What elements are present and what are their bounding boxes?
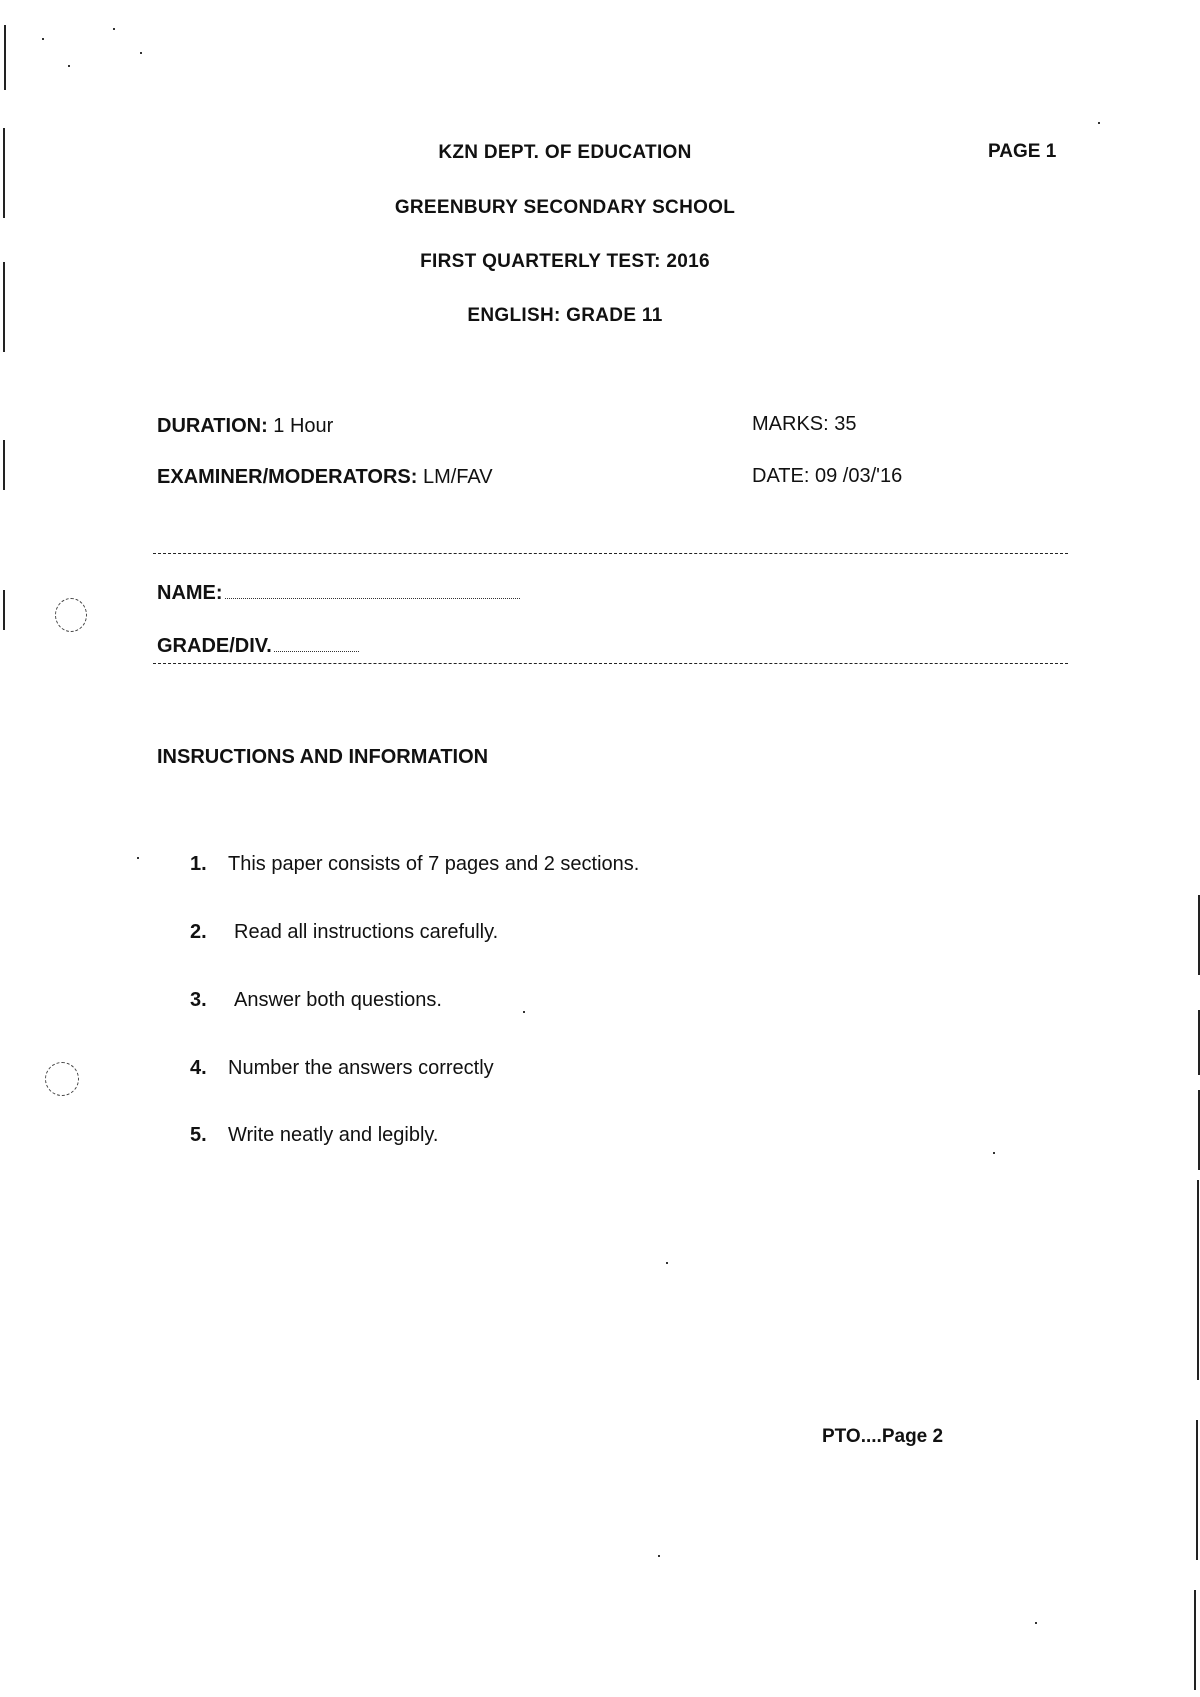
instruction-number: 3. xyxy=(190,989,207,1011)
scan-edge-mark xyxy=(3,440,5,490)
scan-speck xyxy=(1035,1622,1037,1624)
instruction-text: Answer both questions. xyxy=(234,989,442,1011)
pto-next-page: PTO....Page 2 xyxy=(822,1426,944,1447)
instructions-heading: INSRUCTIONS AND INFORMATION xyxy=(157,746,489,768)
instruction-number: 5. xyxy=(190,1124,207,1146)
scan-speck xyxy=(658,1555,660,1557)
examiner-value: LM/FAV xyxy=(422,466,493,488)
marks xyxy=(752,413,857,436)
hole-punch-mark xyxy=(45,1062,79,1096)
scan-speck xyxy=(42,38,44,40)
examiner xyxy=(157,466,493,489)
subject-title: ENGLISH: GRADE 11 xyxy=(467,305,663,326)
page-number: PAGE 1 xyxy=(988,141,1057,162)
instruction-text: Number the answers correctly xyxy=(228,1057,494,1079)
scan-edge-mark xyxy=(4,25,6,90)
grade-blank[interactable] xyxy=(274,651,359,652)
instruction-number: 1. xyxy=(190,853,207,875)
scan-speck xyxy=(68,65,70,67)
school-title: GREENBURY SECONDARY SCHOOL xyxy=(394,197,736,218)
divider-bottom xyxy=(153,663,1068,664)
scan-speck xyxy=(523,1011,525,1013)
marks-value: 35 xyxy=(834,413,857,435)
instruction-item xyxy=(190,853,639,876)
name-blank[interactable] xyxy=(225,598,520,599)
scan-edge-mark xyxy=(3,590,5,630)
instruction-item xyxy=(190,1124,438,1147)
instruction-number: 2. xyxy=(190,921,207,943)
scan-speck xyxy=(993,1152,995,1154)
instruction-number: 4. xyxy=(190,1057,207,1079)
scan-edge-mark xyxy=(1197,1180,1199,1380)
instruction-item xyxy=(190,921,498,944)
scan-speck xyxy=(137,857,139,859)
date-label: DATE: xyxy=(752,465,810,487)
scan-speck xyxy=(113,28,115,30)
test-title: FIRST QUARTERLY TEST: 2016 xyxy=(420,251,710,272)
instruction-text: Write neatly and legibly. xyxy=(228,1124,439,1146)
scan-speck xyxy=(1098,122,1100,124)
duration-value: 1 Hour xyxy=(273,415,334,437)
grade-field[interactable] xyxy=(157,635,359,658)
scan-edge-mark xyxy=(1194,1590,1196,1690)
name-label: NAME: xyxy=(157,582,223,604)
scan-speck xyxy=(666,1262,668,1264)
instruction-text: This paper consists of 7 pages and 2 sections. xyxy=(228,853,640,875)
grade-label: GRADE/DIV. xyxy=(157,635,272,657)
instruction-item xyxy=(190,1057,494,1080)
instruction-text: Read all instructions carefully. xyxy=(234,921,499,943)
name-field[interactable] xyxy=(157,582,520,605)
duration xyxy=(157,415,333,438)
date xyxy=(752,465,902,488)
scan-speck xyxy=(140,52,142,54)
duration-label: DURATION: xyxy=(157,415,268,437)
date-value: 09 /03/'16 xyxy=(814,465,903,487)
instruction-item xyxy=(190,989,442,1012)
scan-edge-mark xyxy=(1196,1420,1198,1560)
hole-punch-mark xyxy=(55,598,87,632)
department-title: KZN DEPT. OF EDUCATION xyxy=(438,142,692,163)
marks-label: MARKS: xyxy=(752,413,829,435)
scan-edge-mark xyxy=(3,262,5,352)
divider-top xyxy=(153,553,1068,554)
scan-edge-mark xyxy=(3,128,5,218)
examiner-label: EXAMINER/MODERATORS: xyxy=(157,466,418,488)
